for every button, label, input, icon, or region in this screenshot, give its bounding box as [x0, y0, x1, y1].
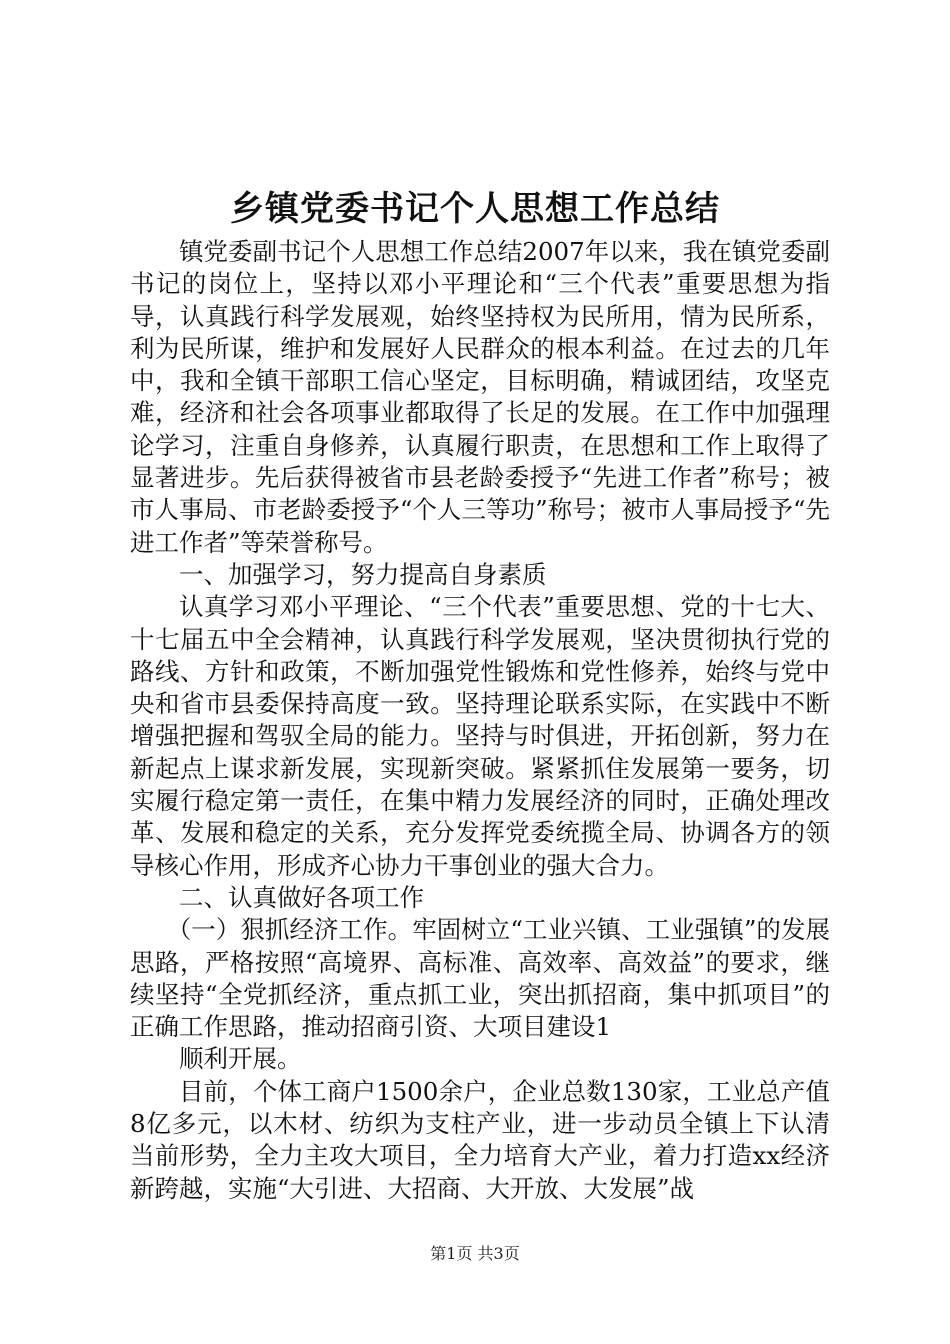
economy-paragraph: （一）狠抓经济工作。牢固树立“工业兴镇、工业强镇”的发展思路，严格按照“高境界、高标准、高效率、高效益”的要求，继续坚持“全党抓经济，重点抓工业，突出抓招商，集中抓项目”的正确工作思路，推动招商引资、大项目建设1: [130, 915, 830, 1042]
page-number-footer: 第1页 共3页: [430, 1244, 520, 1263]
intro-paragraph: 镇党委副书记个人思想工作总结2007年以来，我在镇党委副书记的岗位上，坚持以邓小平理论和“三个代表”重要思想为指导，认真践行科学发展观，始终坚持权为民所用，情为民所系，利为民所谋，维护和发展好人民群众的根本利益。在过去的几年中，我和全镇干部职工信心坚定，目标明确，精诚团结，攻坚克难，经济和社会各项事业都取得了长足的发展。在工作中加强理论学习，注重自身修养，认真履行职责，在思想和工作上取得了显著进步。先后获得被省市县老龄委授予“先进工作者”称号；被市人事局、市老龄委授予“个人三等功”称号；被市人事局授予“先进工作者”等荣誉称号。: [130, 237, 830, 557]
section-heading-1: 一、加强学习，努力提高自身素质: [179, 559, 547, 589]
section-heading-2: 二、认真做好各项工作: [179, 882, 424, 912]
document-title: 乡镇党委书记个人思想工作总结: [230, 189, 720, 229]
continuation-line: 顺利开展。: [179, 1044, 302, 1074]
document-body: [130, 236, 830, 1205]
study-paragraph: 认真学习邓小平理论、“三个代表”重要思想、党的十七大、十七届五中全会精神，认真践行科学发展观，坚决贯彻执行党的路线、方针和政策，不断加强党性锻炼和党性修养，始终与党中央和省市县委保持高度一致。坚持理论联系实际，在实践中不断增强把握和驾驭全局的能力。坚持与时俱进，开拓创新，努力在新起点上谋求新发展，实现新突破。紧紧抓住发展第一要务，切实履行稳定第一责任，在集中精力发展经济的同时，正确处理改革、发展和稳定的关系，充分发挥党委统揽全局、协调各方的领导核心作用，形成齐心协力干事创业的强大合力。: [130, 592, 830, 880]
status-paragraph: 目前，个体工商户1500余户，企业总数130家，工业总产值8亿多元，以木材、纺织为支柱产业，进一步动员全镇上下认清当前形势，全力主攻大项目，全力培育大产业，着力打造xx经济新跨越，实施“大引进、大招商、大开放、大发展”战: [130, 1076, 830, 1203]
